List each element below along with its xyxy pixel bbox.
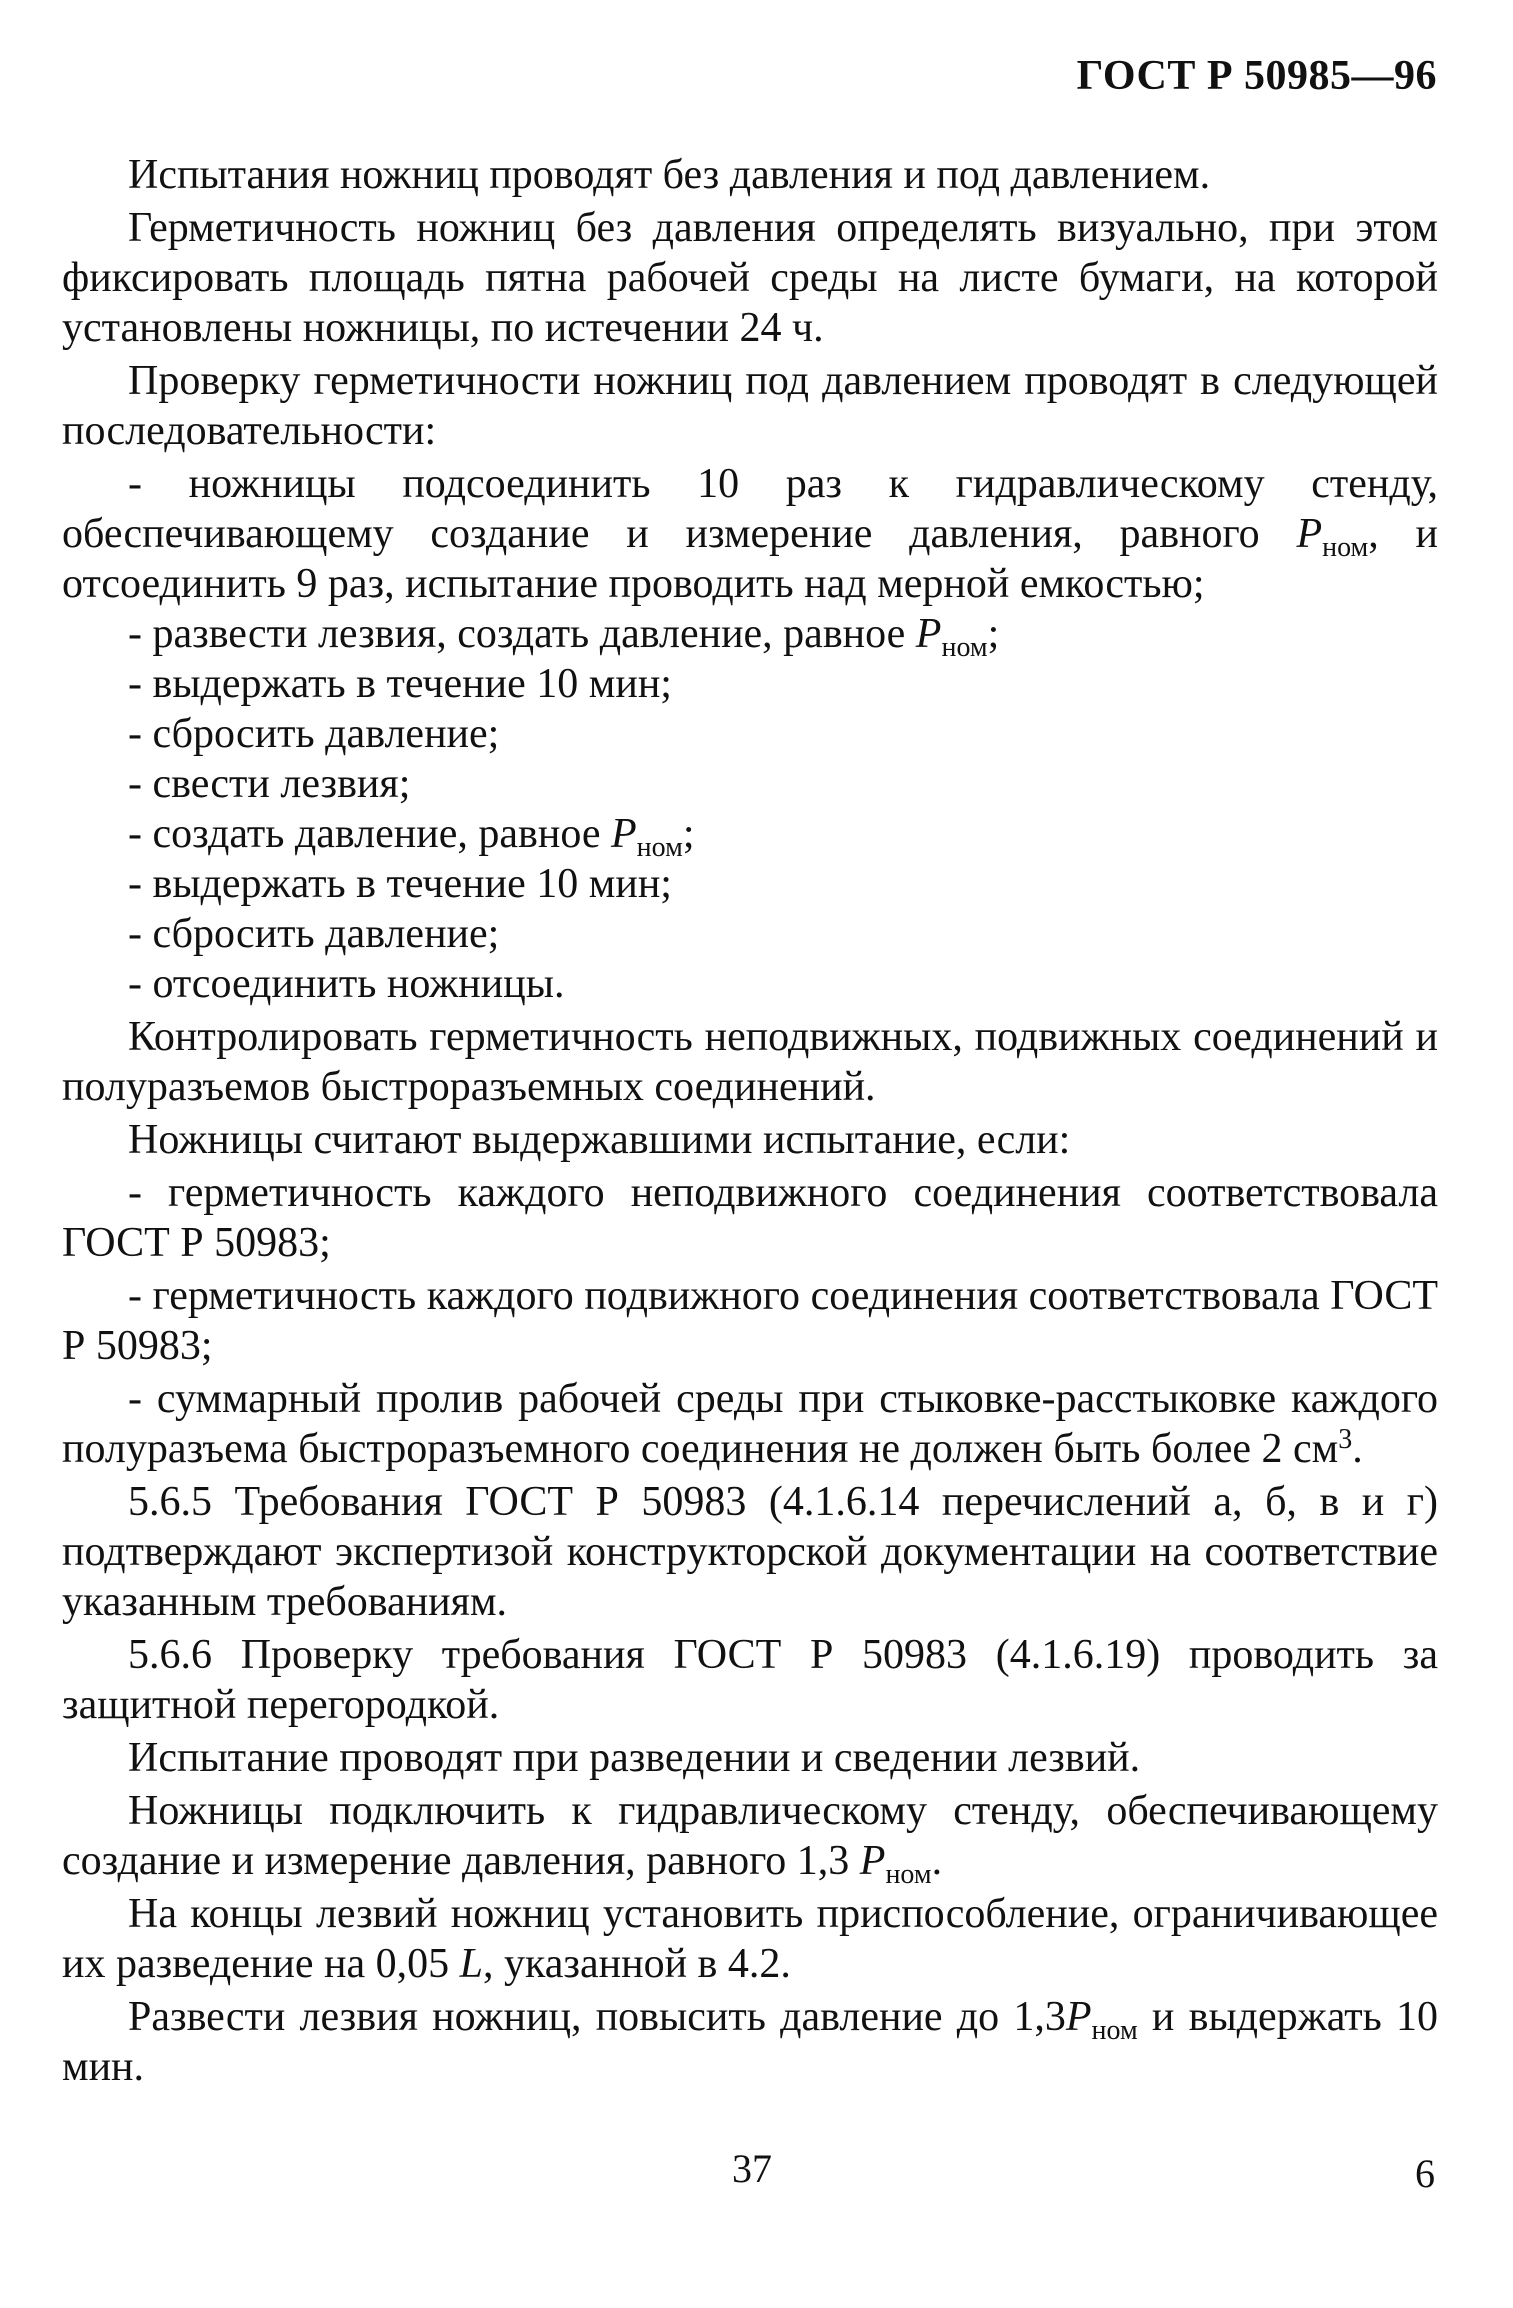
paragraph-pressure-sequence-intro: Проверку герметичности ножниц под давлением проводят в следующей последовательности: xyxy=(62,358,1438,454)
list-item-hold: - выдержать в течение 10 мин; xyxy=(128,661,672,707)
pressure-subscript: ном xyxy=(636,832,683,863)
paragraph-limiter-device: На концы лезвий ножниц установить приспособление, ограничивающее их разведение на 0,05 L, указанной в 4.2. xyxy=(62,1891,1438,1987)
document-body xyxy=(62,150,1438,2095)
cubic-superscript: 3 xyxy=(1338,1424,1353,1455)
paragraph-visual-check: Герметичность ножниц без давления определять визуально, при этом фиксировать площадь пятна рабочей среды на листе бумаги, на которой установлены ножницы, по истечении 24 ч. xyxy=(62,205,1438,351)
list-item-close-blades: - свести лезвия; xyxy=(128,761,411,807)
criteria-spill-volume: - суммарный пролив рабочей среды при стыковке-расстыковке каждого полуразъема быстроразъемного соединения не должен быть более 2 $см^3$. xyxy=(62,1376,1438,1472)
list-item-release: - сбросить давление; xyxy=(128,911,500,957)
pressure-symbol: P xyxy=(915,611,942,657)
pressure-subscript: ном xyxy=(885,1859,932,1890)
paragraph-test-conditions: Испытание проводят при разведении и сведении лезвий. xyxy=(128,1735,1141,1781)
length-symbol: L xyxy=(459,1941,483,1987)
pressure-symbol: P xyxy=(610,811,637,857)
pressure-subscript: ном xyxy=(941,632,988,663)
paragraph-tests-overview: Испытания ножниц проводят без давления и под давлением. xyxy=(128,152,1211,198)
list-item-disconnect: - отсоединить ножницы. xyxy=(128,961,565,1007)
paragraph-pass-criteria-intro: Ножницы считают выдержавшими испытание, если: xyxy=(128,1117,1071,1163)
criteria-movable-joint: - герметичность каждого подвижного соединения соответствовала ГОСТ Р 50983; xyxy=(62,1273,1438,1369)
list-item-create-pressure: - создать давление, равное $P_{ном}$; xyxy=(128,811,695,863)
paragraph-control-tightness: Контролировать герметичность неподвижных, подвижных соединений и полуразъемов быстроразъемных соединений. xyxy=(62,1014,1438,1110)
document-code-header: ГОСТ Р 50985—96 xyxy=(1076,53,1437,99)
paragraph-connect-stand: Ножницы подключить к гидравлическому стенду, обеспечивающему создание и измерение давления, равного 1,3 $P_{ном}$. xyxy=(62,1788,1438,1890)
list-item-spread-blades: - развести лезвия, создать давление, равное $P_{ном}$; xyxy=(128,611,1000,663)
pressure-subscript: ном xyxy=(1091,2015,1138,2046)
pressure-subscript: ном xyxy=(1322,532,1369,563)
page-number: 37 xyxy=(732,2146,772,2191)
pressure-symbol: P xyxy=(1065,1994,1092,2040)
sheet-number: 6 xyxy=(1415,2151,1435,2196)
list-item-release: - сбросить давление; xyxy=(128,711,500,757)
list-item-connect: - ножницы подсоединить 10 раз к гидравлическому стенду, обеспечивающему создание и измерение давления, равного $P_{ном}$, и отсоединить 9 раз, испытание проводить над мерной емкостью; xyxy=(62,461,1438,607)
pressure-symbol: P xyxy=(859,1838,886,1884)
section-5-6-5: 5.6.5 Требования ГОСТ Р 50983 (4.1.6.14 перечислений а, б, в и г) подтверждают экспертизой конструкторской документации на соответствие указанным требованиям. xyxy=(62,1479,1438,1625)
criteria-fixed-joint: - герметичность каждого неподвижного соединения соответствовала ГОСТ Р 50983; xyxy=(62,1170,1438,1266)
list-item-hold: - выдержать в течение 10 мин; xyxy=(128,861,672,907)
paragraph-raise-pressure: Развести лезвия ножниц, повысить давление до $1,3P_{ном}$ и выдержать 10 мин. xyxy=(62,1994,1438,2090)
pressure-symbol: P xyxy=(1296,511,1323,557)
section-5-6-6: 5.6.6 Проверку требования ГОСТ Р 50983 (4.1.6.19) проводить за защитной перегородкой. xyxy=(62,1632,1438,1728)
